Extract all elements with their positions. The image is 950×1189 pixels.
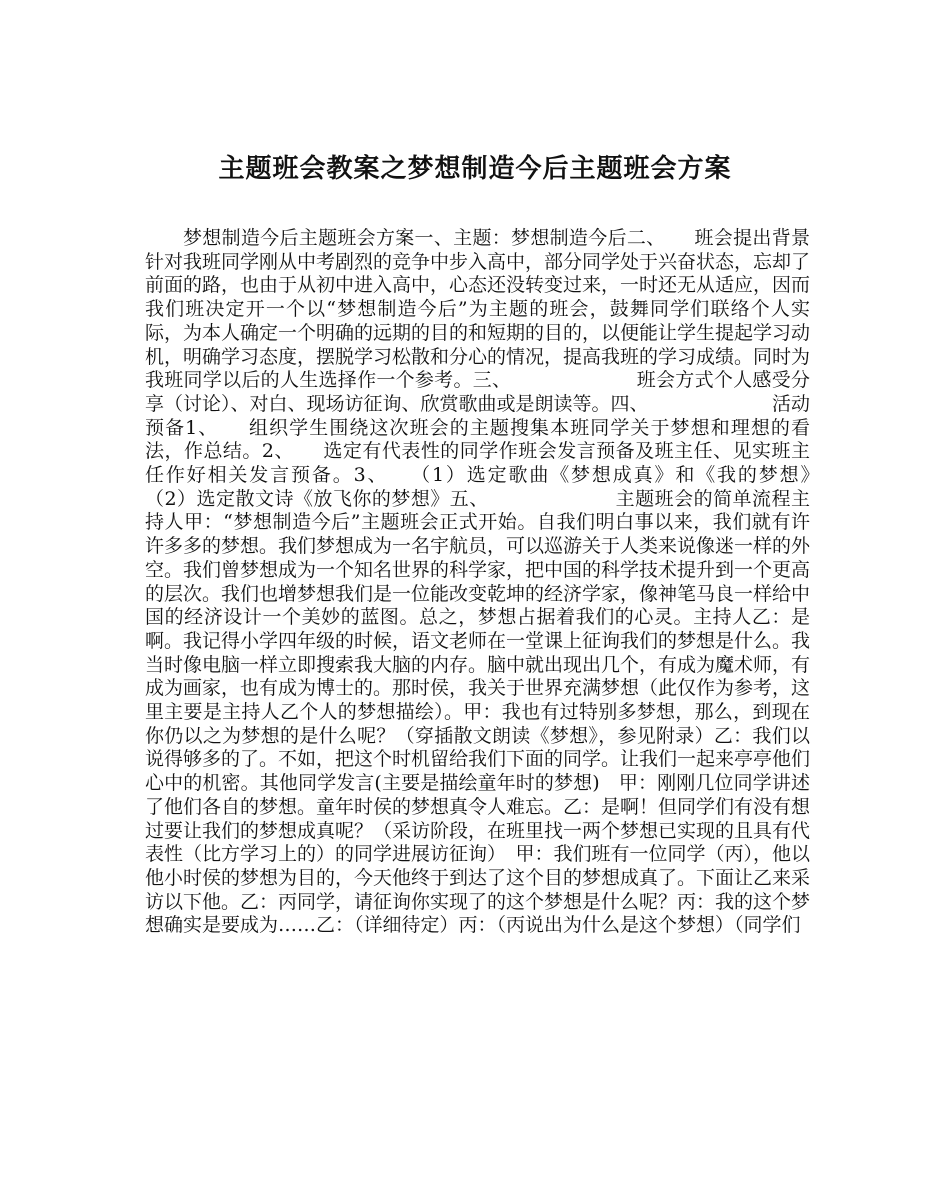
- document-title: 主题班会教案之梦想制造今后主题班会方案: [218, 154, 732, 185]
- document-body-paragraph: 梦想制造今后主题班会方案一、主题：梦想制造今后二、 班会提出背景针对我班同学刚从中考剧烈的竞争中步入高中，部分同学处于兴奋状态，忘却了前面的路，也由于从初中进入高中，心态还没转变过来，一时还无从适应，因而我们班决定开一个以“梦想制造今后”为主题的班会，鼓舞同学们联络个人实际，为本人确定一个明确的远期的目的和短期的目的，以便能让学生提起学习动机，明确学习态度，摆脱学习松散和分心的情况，提高我班的学习成绩。同时为我班同学以后的人生选择作一个参考。三、 班会方式个人感受分享（讨论）、对白、现场访征询、欣赏歌曲或是朗读等。四、 活动预备1、 组织学生围绕这次班会的主题搜集本班同学关于梦想和理想的看法，作总结。2、 选定有代表性的同学作班会发言预备及班主任、见实班主任作好相关发言预备。3、 （1）选定歌曲《梦想成真》和《我的梦想》 （2）选定散文诗《放飞你的梦想》五、 主题班会的简单流程主持人甲：“梦想制造今后”主题班会正式开始。自我们明白事以来，我们就有许许多多的梦想。我们梦想成为一名宇航员，可以巡游关于人类来说像迷一样的外空。我们曾梦想成为一个知名世界的科学家，把中国的科学技术提升到一个更高的层次。我们也增梦想我们是一位能改变乾坤的经济学家，像神笔马良一样给中国的经济设计一个美妙的蓝图。总之，梦想占据着我们的心灵。主持人乙：是啊。我记得小学四年级的时候，语文老师在一堂课上征询我们的梦想是什么。我当时像电脑一样立即搜索我大脑的内存。脑中就出现出几个，有成为魔术师，有成为画家，也有成为博士的。那时侯，我关于世界充满梦想（此仅作为参考，这里主要是主持人乙个人的梦想描绘）。甲：我也有过特别多梦想，那么，到现在你仍以之为梦想的是什么呢？（穿插散文朗读《梦想》，参见附录）乙：我们以说得够多的了。不如，把这个时机留给我们下面的同学。让我们一起来亭亭他们心中的机密。其他同学发言(主要是描绘童年时的梦想) 甲：刚刚几位同学讲述了他们各自的梦想。童年时侯的梦想真令人难忘。乙：是啊！但同学们有没有想过要让我们的梦想成真呢？（采访阶段，在班里找一两个梦想已实现的且具有代表性（比方学习上的）的同学进展访征询） 甲：我们班有一位同学（丙），他以他小时侯的梦想为目的，今天他终于到达了这个目的梦想成真了。下面让乙来采访以下他。乙：丙同学，请征询你实现了的这个梦想是什么呢？丙：我的这个梦想确实是要成为……乙：（详细待定）丙：（丙说出为什么是这个梦想）（同学们: [145, 227, 887, 937]
